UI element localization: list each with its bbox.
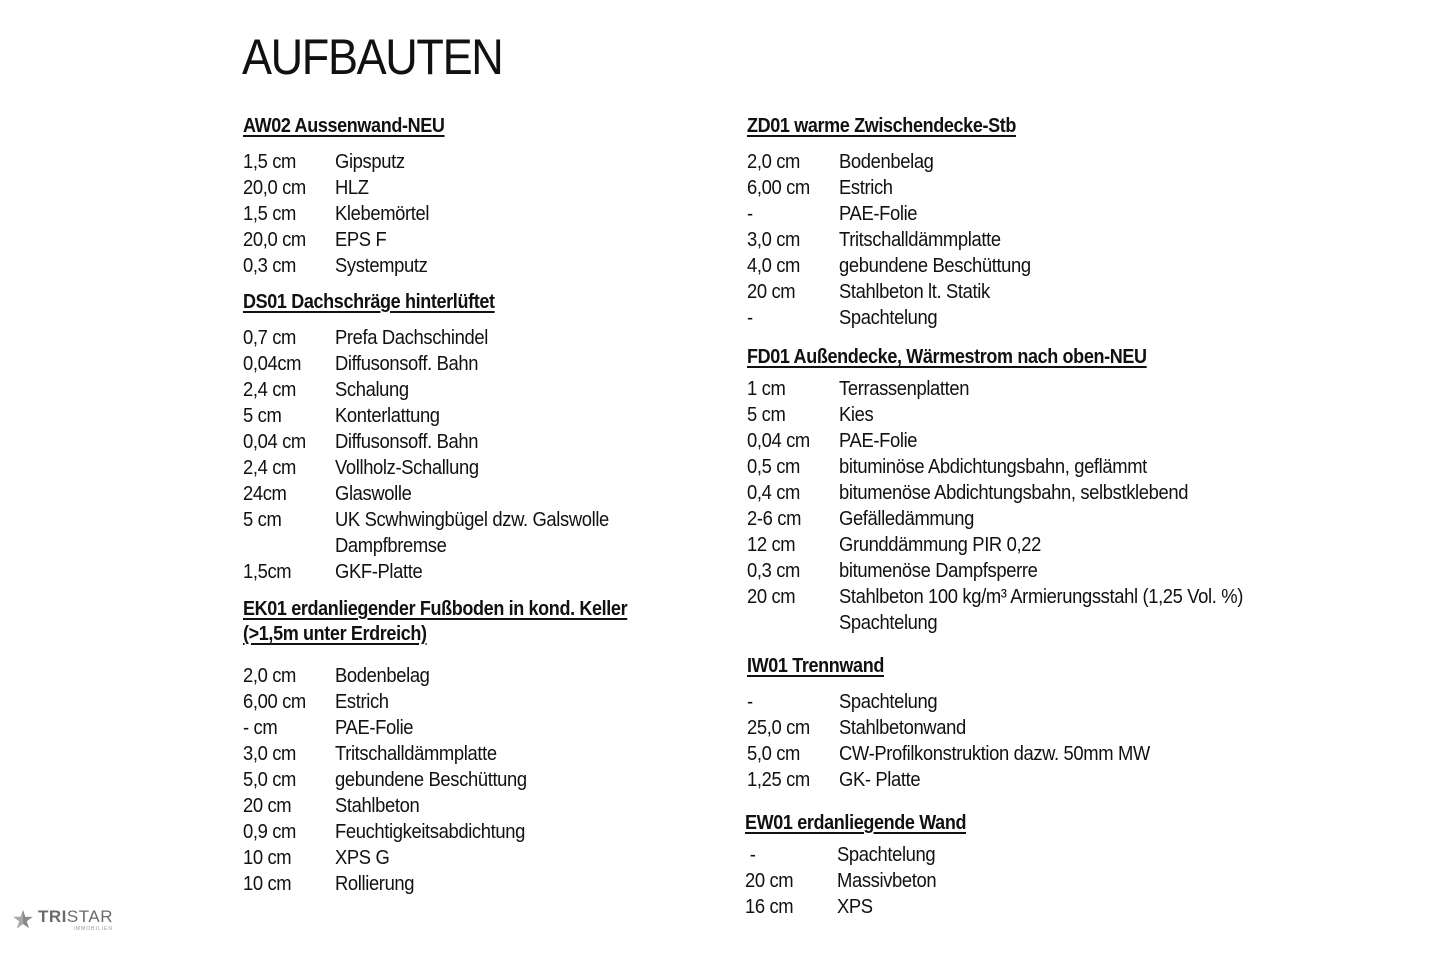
layer-list [243,663,683,897]
section-heading: DS01 Dachschräge hinterlüftet [243,291,495,313]
layer-row [747,532,1262,558]
right-column [747,114,1307,920]
tristar-logo [12,908,113,932]
layer-material: Tritschalldämmplatte [335,743,497,765]
layer-row [747,428,1262,454]
layer-row [243,403,648,429]
layer-list [745,842,1307,920]
layer-material: XPS [837,896,873,918]
section-zd01 [747,114,1307,331]
layer-material: Spachtelung [839,307,938,329]
layer-material: Bodenbelag [335,665,430,687]
layer-material: Prefa Dachschindel [335,327,488,349]
layer-row [243,533,648,559]
layer-row [747,715,1262,741]
layer-thickness: 5,0 cm [243,769,297,791]
layer-thickness [243,533,335,559]
layer-material: Stahlbeton 100 kg/m³ Armierungsstahl (1,25 Vol. %) [839,586,1244,608]
section-heading: FD01 Außendecke, Wärmestrom nach oben-NEU [747,346,1147,368]
section-ds01 [243,290,683,585]
layer-material: XPS G [335,847,390,869]
layer-material: Stahlbeton lt. Statik [839,281,990,303]
layer-thickness: 1,5 cm [243,151,297,173]
layer-row [243,149,648,175]
layer-row [747,767,1262,793]
layer-thickness: 10 cm [243,873,292,895]
layer-material: CW-Profilkonstruktion dazw. 50mm MW [839,743,1150,765]
layer-row [243,845,648,871]
layer-row [747,689,1262,715]
layer-thickness: 1,5cm [243,561,292,583]
layer-thickness: 0,04 cm [243,431,306,453]
layer-material: HLZ [335,177,369,199]
layer-row [243,377,648,403]
section-fd01 [747,345,1307,636]
layer-material: Dampfbremse [335,535,447,557]
layer-material: Tritschalldämmplatte [839,229,1001,251]
layer-row [747,227,1262,253]
layer-thickness: 2,4 cm [243,457,297,479]
layer-thickness: 2,4 cm [243,379,297,401]
layer-thickness: 0,3 cm [243,255,297,277]
layer-material: Bodenbelag [839,151,934,173]
layer-thickness: 0,5 cm [747,456,801,478]
layer-row [747,584,1262,610]
layer-row [747,376,1262,402]
layer-thickness: 1,5 cm [243,203,297,225]
layer-material: PAE-Folie [335,717,414,739]
layer-material: UK Scwhwingbügel dzw. Galswolle [335,509,609,531]
layer-thickness: 5 cm [243,405,282,427]
layer-row [243,429,648,455]
layer-material: PAE-Folie [839,203,918,225]
layer-thickness: 2-6 cm [747,508,802,530]
layer-material: Spachtelung [839,612,938,634]
layer-row [243,227,648,253]
layer-thickness: - cm [243,717,278,739]
layer-material: Stahlbetonwand [839,717,966,739]
section-heading: ZD01 warme Zwischendecke-Stb [747,115,1017,137]
layer-row [243,507,648,533]
layer-material: Schalung [335,379,409,401]
layer-material: Grunddämmung PIR 0,22 [839,534,1041,556]
layer-row [747,149,1262,175]
layer-material: Spachtelung [837,844,936,866]
layer-row [243,175,648,201]
layer-thickness: 5 cm [747,404,786,426]
layer-material: Systemputz [335,255,428,277]
layer-thickness: 20,0 cm [243,229,306,251]
layer-thickness: - [747,691,753,713]
section-ek01 [243,597,683,897]
layer-row [243,767,648,793]
layer-material: bitumenöse Abdichtungsbahn, selbstklebend [839,482,1189,504]
layer-material: Feuchtigkeitsabdichtung [335,821,525,843]
section-heading: AW02 Aussenwand-NEU [243,115,445,137]
layer-row [243,325,648,351]
layer-thickness: 10 cm [243,847,292,869]
star-logo-icon [12,909,34,931]
layer-thickness: 3,0 cm [747,229,801,251]
layer-row [747,480,1262,506]
layer-row [243,871,648,897]
logo-brand-bold: TRI [38,907,67,926]
layer-thickness [747,610,839,636]
section-heading-line2: (>1,5m unter Erdreich) [243,623,427,645]
layer-thickness: 3,0 cm [243,743,297,765]
layer-row [243,559,648,585]
layer-row [747,305,1262,331]
layer-material: GKF-Platte [335,561,423,583]
layer-row [243,819,648,845]
layer-material: Spachtelung [839,691,938,713]
layer-row [243,663,648,689]
layer-material: Klebemörtel [335,203,430,225]
layer-row [747,253,1262,279]
left-column [243,114,683,897]
logo-subtitle: IMMOBILIEN [73,926,113,932]
section-heading: EK01 erdanliegender Fußboden in kond. Keller [243,598,628,620]
layer-thickness: 2,0 cm [747,151,801,173]
layer-row [747,402,1262,428]
layer-list [243,325,683,585]
logo-wordmark [38,908,113,932]
layer-thickness: 5 cm [243,509,282,531]
layer-row [747,454,1262,480]
layer-material: Glaswolle [335,483,412,505]
layer-thickness: 12 cm [747,534,796,556]
layer-row [747,201,1262,227]
layer-thickness: 20 cm [747,586,796,608]
layer-thickness: 5,0 cm [747,743,801,765]
layer-thickness: 25,0 cm [747,717,810,739]
layer-row [745,842,1262,868]
layer-material: Diffusonsoff. Bahn [335,353,479,375]
layer-material: Gefälledämmung [839,508,974,530]
layer-material: PAE-Folie [839,430,918,452]
layer-row [243,741,648,767]
section-heading: IW01 Trennwand [747,655,884,677]
section-iw01 [747,654,1307,793]
layer-material: Kies [839,404,874,426]
layer-thickness: 0,04cm [243,353,302,375]
layer-row [243,715,648,741]
layer-material: gebundene Beschüttung [335,769,527,791]
layer-thickness: 16 cm [745,896,794,918]
layer-thickness: 0,7 cm [243,327,297,349]
layer-material: Rollierung [335,873,415,895]
layer-row [243,253,648,279]
layer-material: Diffusonsoff. Bahn [335,431,479,453]
layer-material: Massivbeton [837,870,937,892]
layer-thickness: 2,0 cm [243,665,297,687]
layer-material: Estrich [839,177,893,199]
layer-material: Stahlbeton [335,795,420,817]
layer-row [745,868,1262,894]
layer-row [747,610,1262,636]
layer-row [747,175,1262,201]
layer-material: Terrassenplatten [839,378,970,400]
layer-thickness: 1,25 cm [747,769,810,791]
layer-thickness: 20,0 cm [243,177,306,199]
section-ew01 [745,811,1307,920]
layer-row [243,481,648,507]
layer-row [243,793,648,819]
layer-material: gebundene Beschüttung [839,255,1031,277]
layer-thickness: 0,4 cm [747,482,801,504]
layer-material: bituminöse Abdichtungsbahn, geflämmt [839,456,1147,478]
layer-row [747,506,1262,532]
section-aw02 [243,114,683,279]
layer-thickness: 6,00 cm [747,177,810,199]
layer-row [243,455,648,481]
layer-thickness: - [745,844,756,866]
layer-material: Vollholz-Schallung [335,457,479,479]
layer-list [747,376,1307,636]
page-title: AUFBAUTEN [242,29,503,85]
layer-thickness: 0,04 cm [747,430,810,452]
layer-material: bitumenöse Dampfsperre [839,560,1038,582]
layer-thickness: 4,0 cm [747,255,801,277]
layer-thickness: 24cm [243,483,287,505]
layer-thickness: 6,00 cm [243,691,306,713]
section-heading: EW01 erdanliegende Wand [745,812,967,834]
layer-row [243,689,648,715]
layer-material: Gipsputz [335,151,405,173]
layer-list [243,149,683,279]
layer-thickness: - [747,307,753,329]
layer-thickness: 20 cm [745,870,794,892]
layer-row [747,741,1262,767]
layer-thickness: 20 cm [243,795,292,817]
layer-row [747,558,1262,584]
layer-material: Konterlattung [335,405,440,427]
layer-thickness: 1 cm [747,378,786,400]
layer-row [745,894,1262,920]
layer-row [243,351,648,377]
layer-material: Estrich [335,691,389,713]
layer-list [747,689,1307,793]
layer-row [243,201,648,227]
layer-thickness: 0,9 cm [243,821,297,843]
layer-list [747,149,1307,331]
layer-material: GK- Platte [839,769,921,791]
layer-thickness: - [747,203,753,225]
logo-brand-light: STAR [66,907,113,926]
layer-row [747,279,1262,305]
layer-material: EPS F [335,229,387,251]
layer-thickness: 0,3 cm [747,560,801,582]
layer-thickness: 20 cm [747,281,796,303]
